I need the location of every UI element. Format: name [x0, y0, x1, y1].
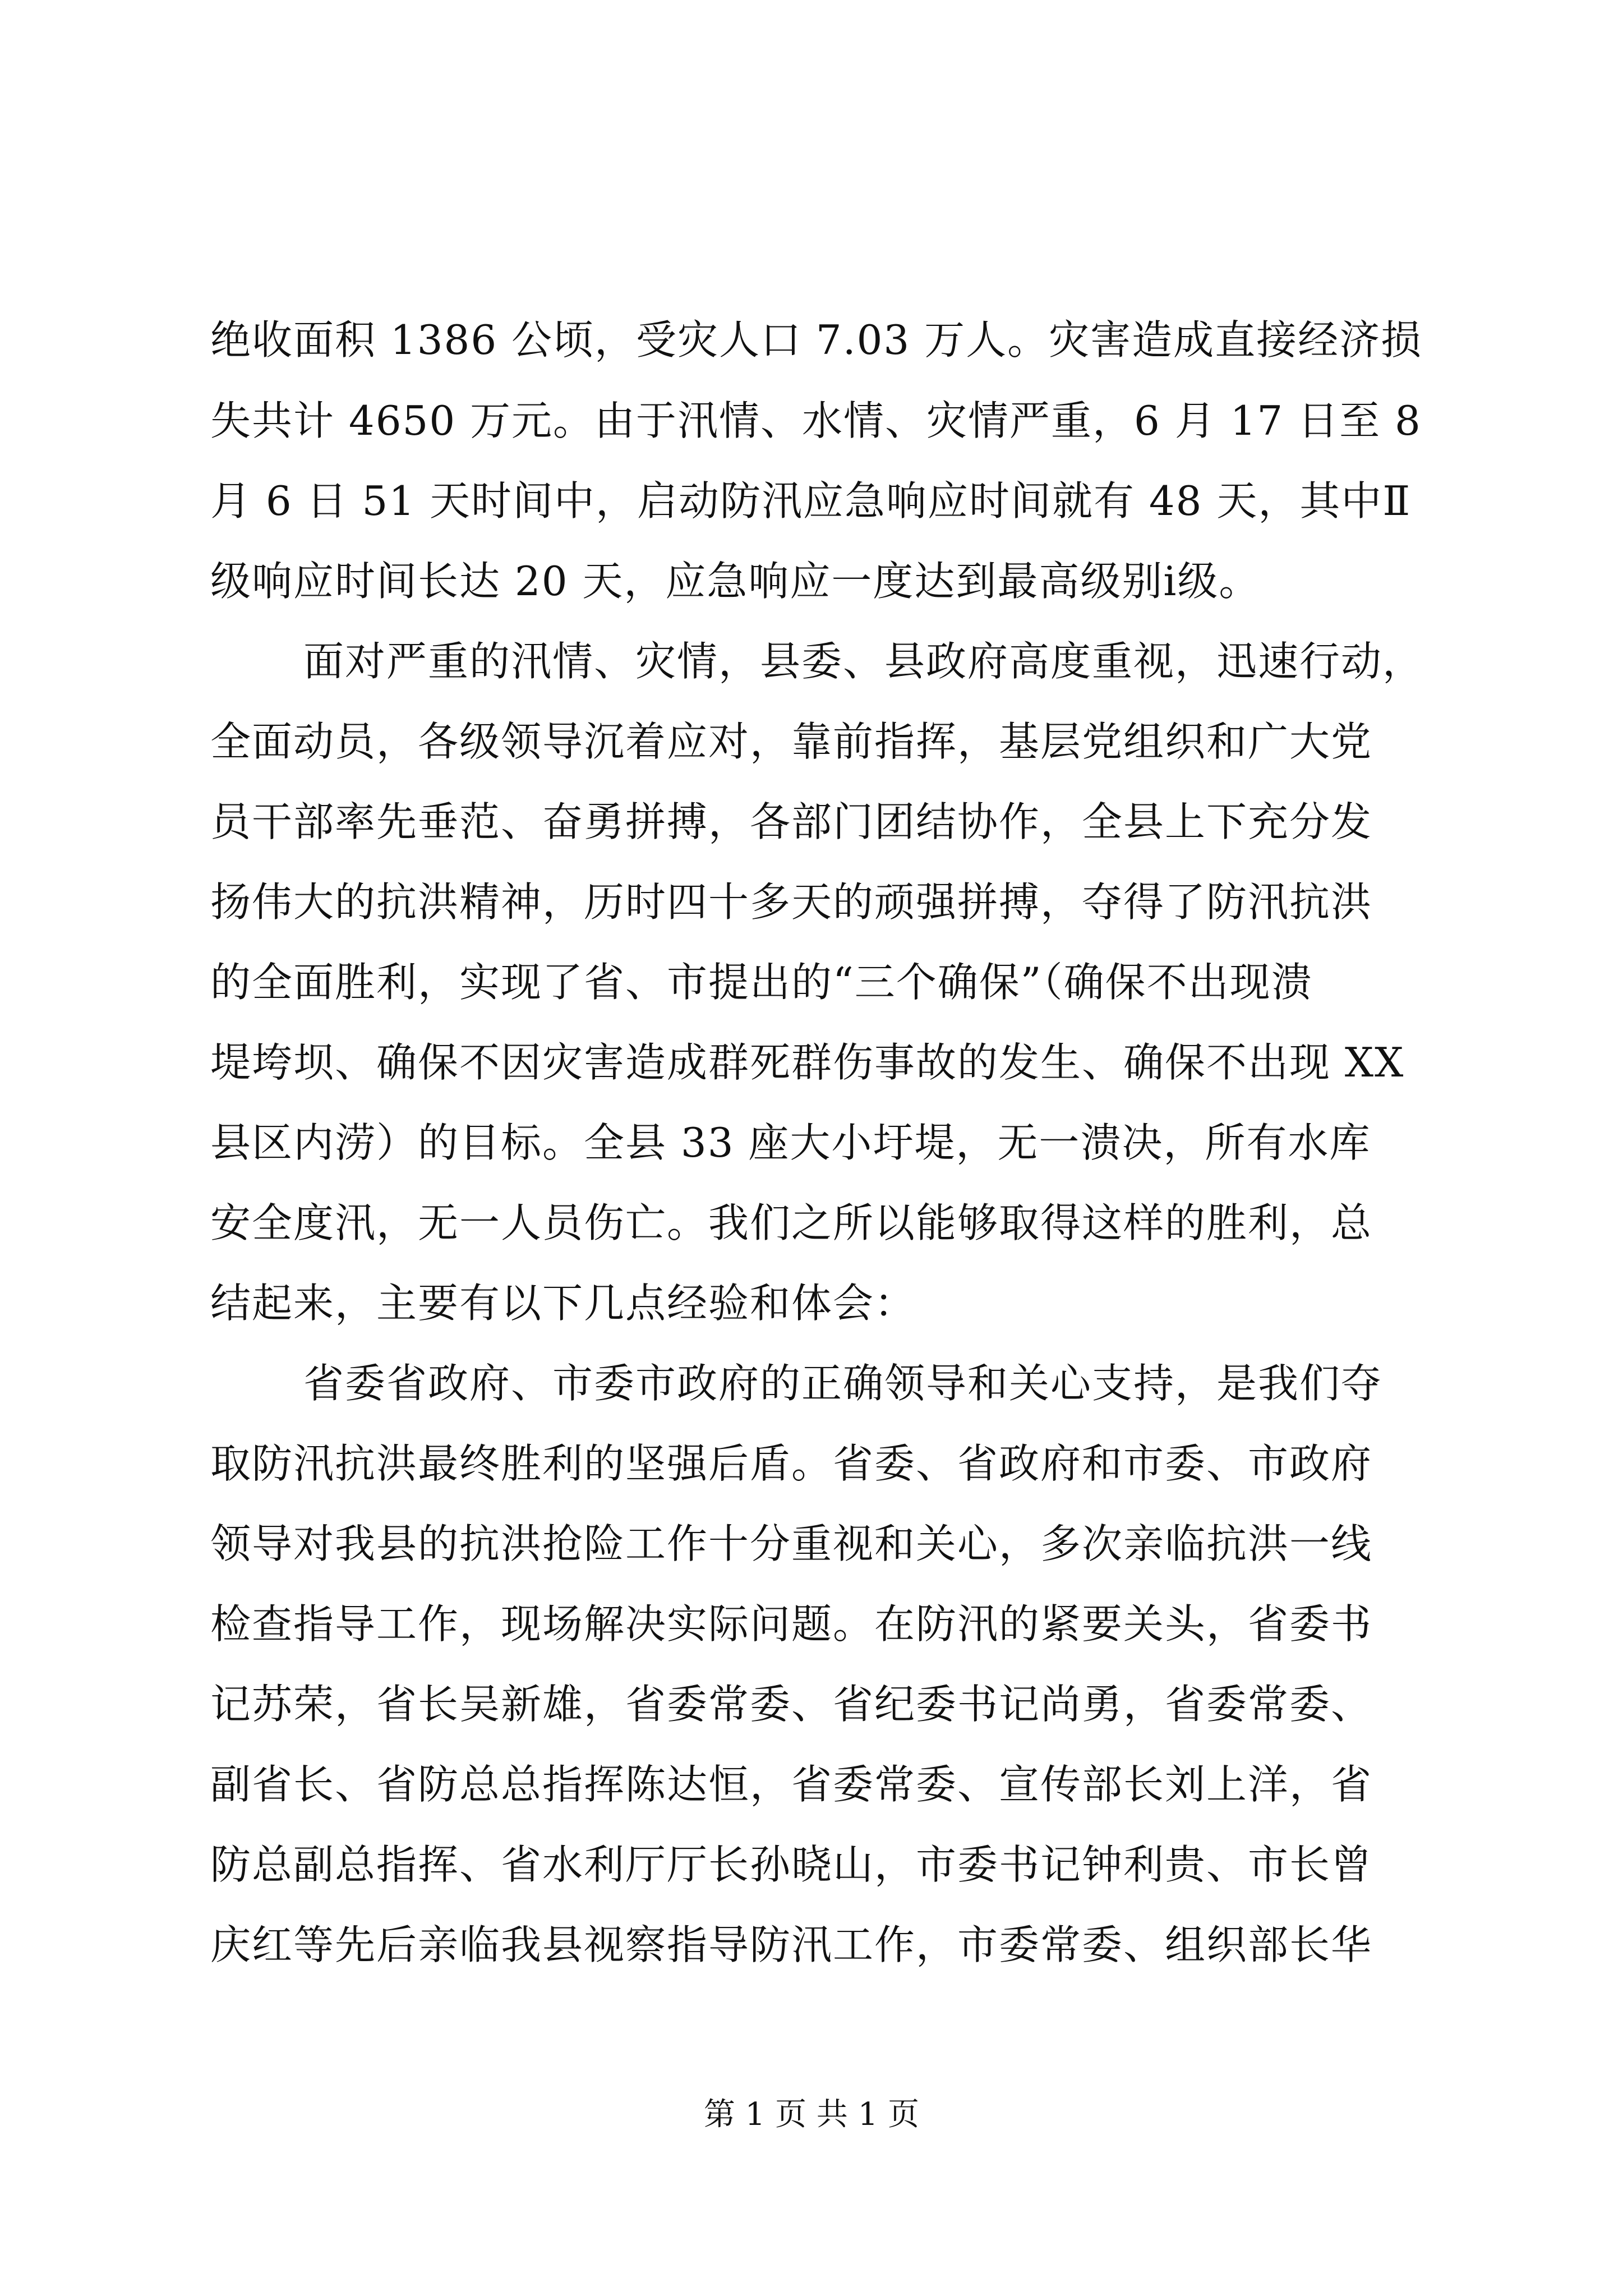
text-line-19: 副省长、省防总总指挥陈达恒，省委常委、宣传部长刘上洋，省	[210, 1761, 1373, 1808]
page-footer: 第 1 页 共 1 页	[703, 2096, 920, 2133]
text-line-13: 结起来，主要有以下几点经验和体会：	[210, 1280, 916, 1327]
text-line-3: 月 6 日 51 天时间中，启动防汛应急响应时间就有 48 天，其中Ⅱ	[210, 477, 1412, 524]
text-line-6: 全面动员，各级领导沉着应对，靠前指挥，基层党组织和广大党	[210, 718, 1373, 765]
text-line-9: 的全面胜利，实现了省、市提出的“三个确保”（确保不出现溃	[210, 959, 1313, 1006]
paragraph-3-first-line: 省委省政府、市委市政府的正确领导和关心支持，是我们夺	[303, 1360, 1383, 1407]
text-line-7: 员干部率先垂范、奋勇拼搏，各部门团结协作，全县上下充分发	[210, 798, 1373, 845]
text-line-8: 扬伟大的抗洪精神，历时四十多天的顽强拼搏，夺得了防汛抗洪	[210, 878, 1373, 926]
text-line-2: 失共计 4650 万元。由于汛情、水情、灾情严重，6 月 17 日至 8	[210, 397, 1422, 444]
text-line-17: 检查指导工作，现场解决实际问题。在防汛的紧要关头，省委书	[210, 1600, 1373, 1648]
text-line-16: 领导对我县的抗洪抢险工作十分重视和关心，多次亲临抗洪一线	[210, 1520, 1373, 1567]
paragraph-2-first-line: 面对严重的汛情、灾情，县委、县政府高度重视，迅速行动，	[303, 638, 1424, 685]
text-line-4: 级响应时间长达 20 天，应急响应一度达到最高级别ⅰ级。	[210, 558, 1261, 605]
text-line-11: 县区内涝）的目标。全县 33 座大小圩堤，无一溃决，所有水库	[210, 1119, 1371, 1166]
text-line-1: 绝收面积 1386 公顷，受灾人口 7.03 万人。灾害造成直接经济损	[210, 316, 1423, 364]
text-line-12: 安全度汛，无一人员伤亡。我们之所以能够取得这样的胜利，总	[210, 1199, 1373, 1246]
text-line-15: 取防汛抗洪最终胜利的坚强后盾。省委、省政府和市委、市政府	[210, 1440, 1373, 1487]
text-line-10: 堤垮坝、确保不因灾害造成群死群伤事故的发生、确保不出现 XX	[210, 1039, 1405, 1086]
text-line-18: 记苏荣，省长吴新雄，省委常委、省纪委书记尚勇，省委常委、	[210, 1681, 1373, 1728]
text-line-21: 庆红等先后亲临我县视察指导防汛工作，市委常委、组织部长华	[210, 1921, 1373, 1968]
text-line-20: 防总副总指挥、省水利厅厅长孙晓山，市委书记钟利贵、市长曾	[210, 1841, 1373, 1888]
